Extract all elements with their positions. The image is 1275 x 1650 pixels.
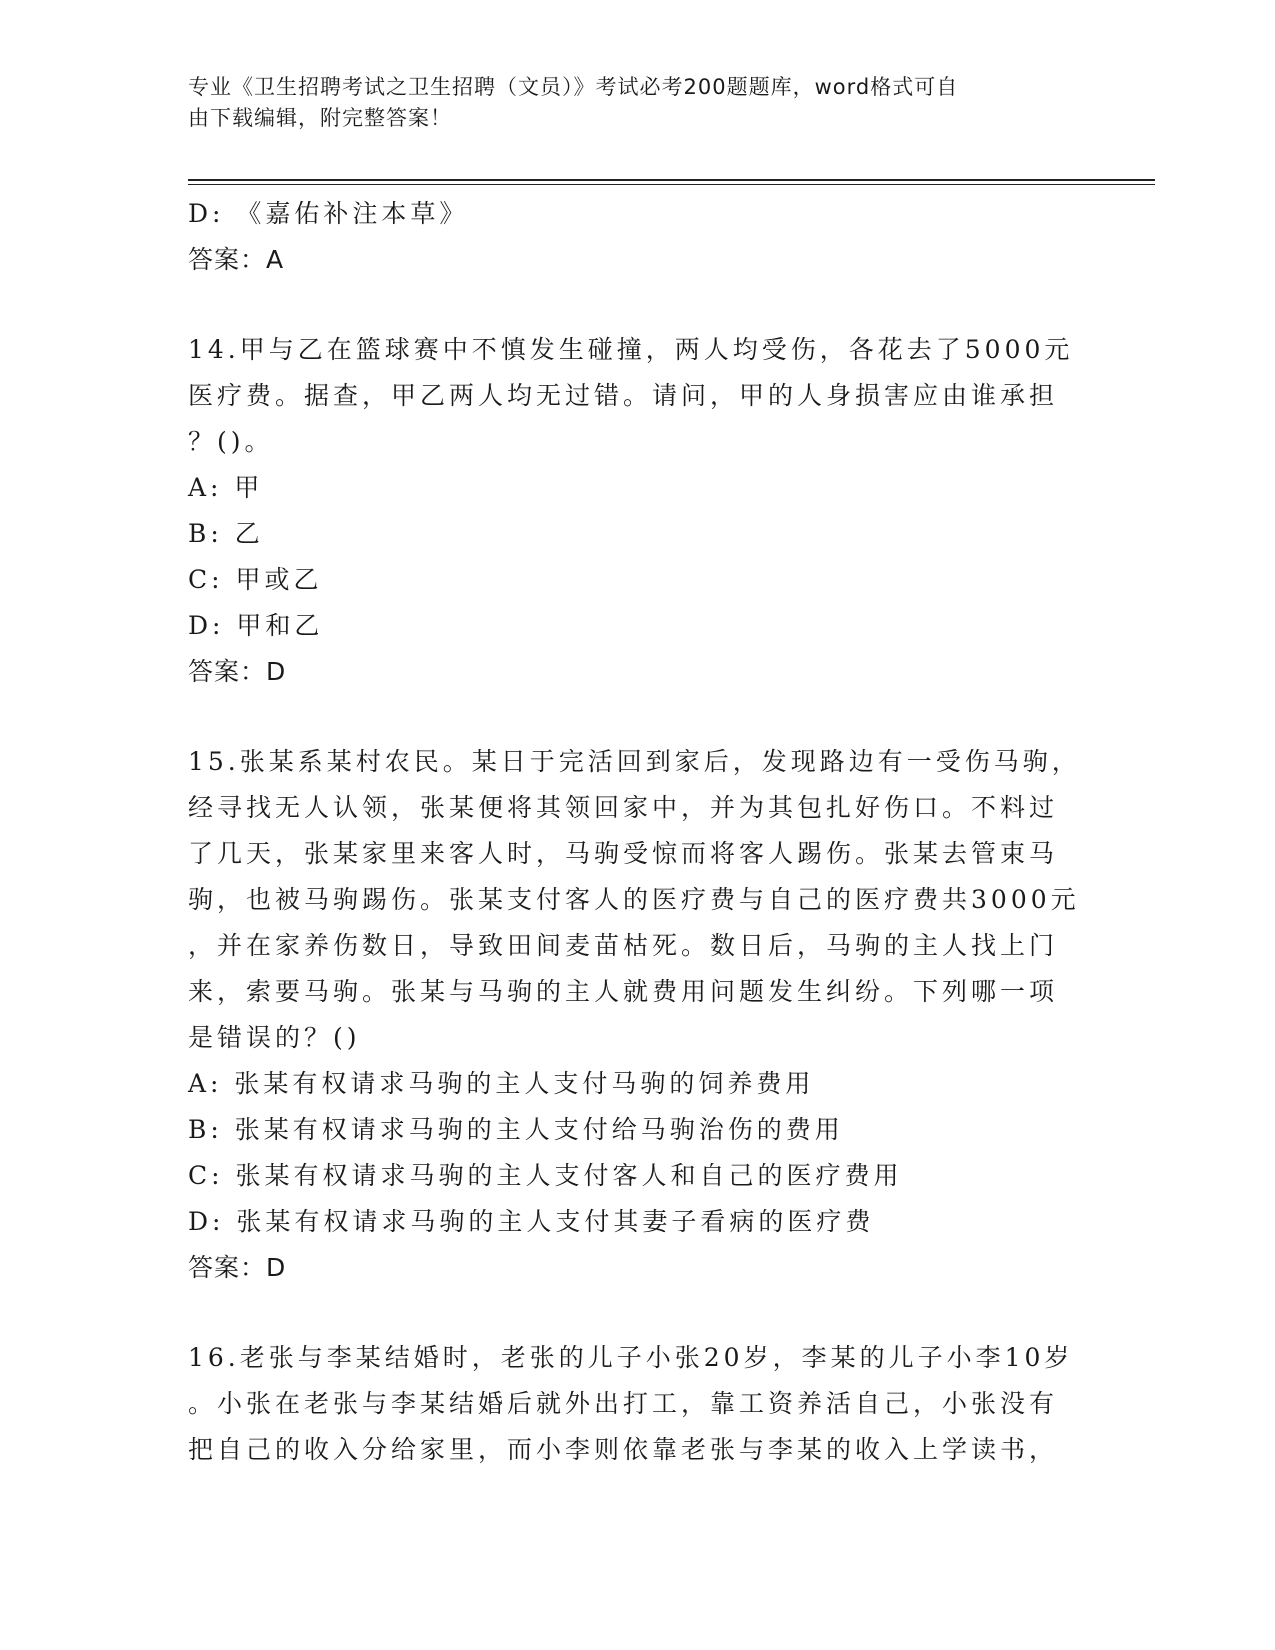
question-16-line-2: 。小张在老张与李某结婚后就外出打工，靠工资养活自己，小张没有 [188, 1389, 1059, 1418]
page-header [188, 72, 1068, 134]
question-16-line-3: 把自己的收入分给家里，而小李则依靠老张与李某的收入上学读书， [188, 1435, 1059, 1464]
question-15-line-2: 经寻找无人认领，张某便将其领回家中，并为其包扎好伤口。不料过 [188, 793, 1059, 822]
question-content [188, 191, 1088, 1473]
header-line-1: 专业《卫生招聘考试之卫生招聘（文员）》考试必考200题题库，word格式可自 [188, 75, 959, 99]
spacer [188, 283, 1088, 327]
spacer [188, 1291, 1088, 1335]
question-15-line-1: 15.张某系某村农民。某日于完活回到家后，发现路边有一受伤马驹， [188, 747, 1081, 776]
question-15 [188, 739, 1088, 1291]
question-14-option-d: D: 甲和乙 [188, 611, 324, 640]
question-15-line-7: 是错误的？() [188, 1023, 361, 1052]
prev-answer: 答案：A [188, 245, 285, 274]
header-divider-thick [188, 179, 1155, 181]
header-divider-thin [188, 184, 1155, 185]
question-15-line-6: 来，索要马驹。张某与马驹的主人就费用问题发生纠纷。下列哪一项 [188, 977, 1059, 1006]
question-14-line-1: 14.甲与乙在篮球赛中不慎发生碰撞，两人均受伤，各花去了5000元 [188, 335, 1074, 364]
header-line-2: 由下载编辑，附完整答案！ [188, 106, 452, 130]
question-15-option-d: D: 张某有权请求马驹的主人支付其妻子看病的医疗费 [188, 1207, 875, 1236]
question-15-option-c: C: 张某有权请求马驹的主人支付客人和自己的医疗费用 [188, 1161, 903, 1190]
question-14-line-2: 医疗费。据查，甲乙两人均无过错。请问，甲的人身损害应由谁承担 [188, 381, 1059, 410]
question-14-line-3: ？()。 [188, 427, 274, 456]
question-15-line-4: 驹，也被马驹踢伤。张某支付客人的医疗费与自己的医疗费共3000元 [188, 885, 1080, 914]
question-15-answer: 答案：D [188, 1253, 287, 1282]
question-16 [188, 1335, 1088, 1473]
question-15-option-a: A: 张某有权请求马驹的主人支付马驹的饲养费用 [188, 1069, 815, 1098]
question-15-line-3: 了几天，张某家里来客人时，马驹受惊而将客人踢伤。张某去管束马 [188, 839, 1059, 868]
question-14-option-a: A: 甲 [188, 473, 264, 502]
question-14-option-c: C: 甲或乙 [188, 565, 323, 594]
question-16-line-1: 16.老张与李某结婚时，老张的儿子小张20岁，李某的儿子小李10岁 [188, 1343, 1074, 1372]
question-15-line-5: ，并在家养伤数日，导致田间麦苗枯死。数日后，马驹的主人找上门 [188, 931, 1059, 960]
question-14-answer: 答案：D [188, 657, 287, 686]
question-14 [188, 327, 1088, 695]
spacer [188, 695, 1088, 739]
question-15-option-b: B: 张某有权请求马驹的主人支付给马驹治伤的费用 [188, 1115, 844, 1144]
question-14-option-b: B: 乙 [188, 519, 264, 548]
prev-option-d: D: 《嘉佑补注本草》 [188, 199, 469, 228]
